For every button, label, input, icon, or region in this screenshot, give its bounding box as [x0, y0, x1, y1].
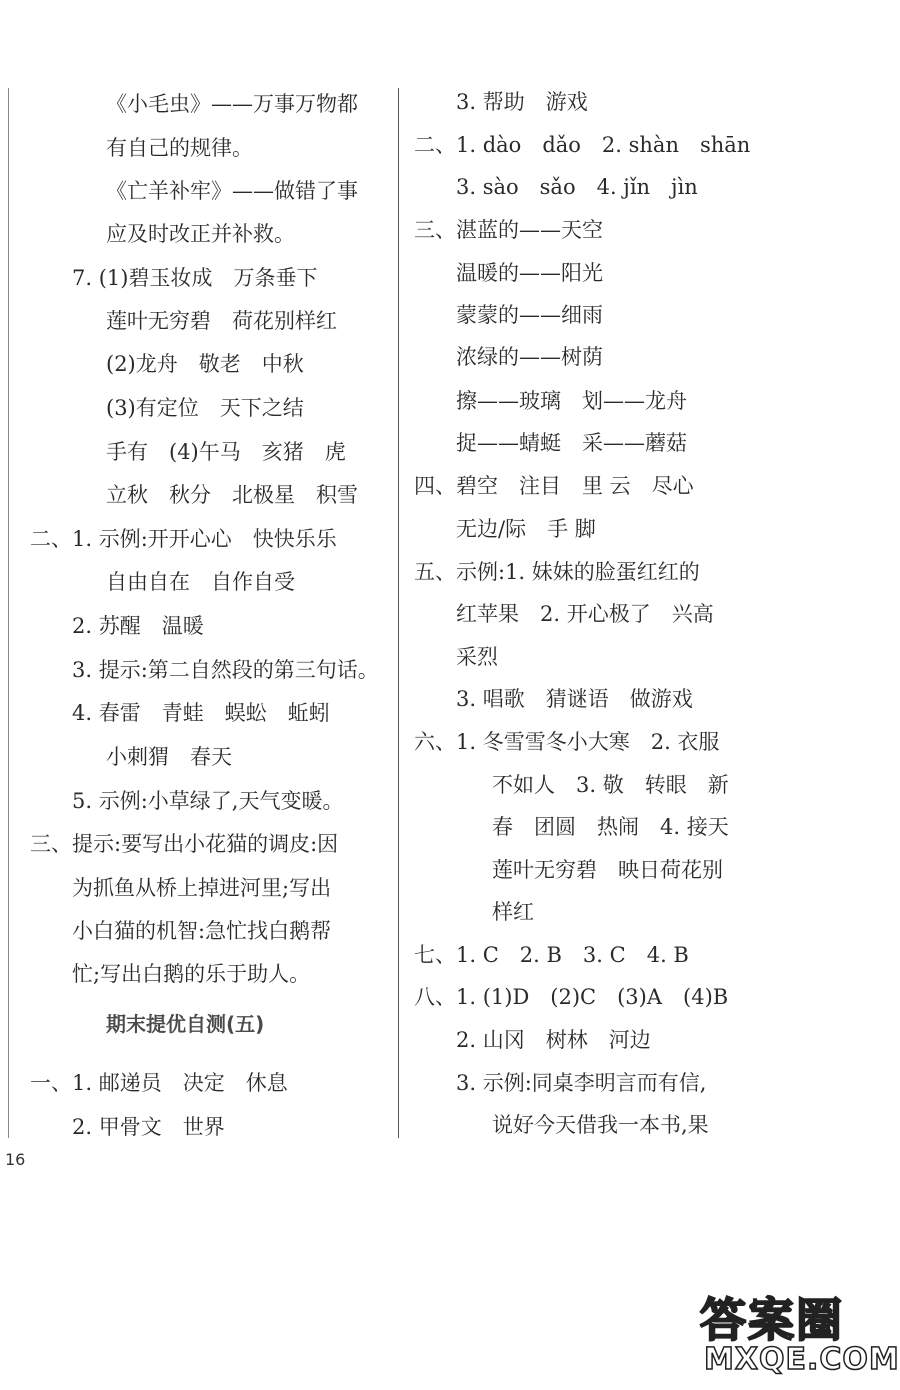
right-line: 春 团圆 热闹 4. 接天 — [492, 815, 729, 839]
right-line: 3. 唱歌 猜谜语 做游戏 — [456, 687, 693, 711]
left-line: 小刺猬 春天 — [106, 745, 232, 769]
left-line: 4. 春雷 青蛙 蜈蚣 蚯蚓 — [72, 701, 330, 725]
left-line: 《亡羊补牢》——做错了事 — [106, 179, 358, 203]
left-line: 小白猫的机智:急忙找白鹅帮 — [72, 919, 332, 943]
right-line: 样红 — [492, 900, 534, 924]
left-line: 莲叶无穷碧 荷花别样红 — [106, 309, 337, 333]
left-line: 忙;写出白鹅的乐于助人。 — [72, 962, 311, 986]
right-line: 红苹果 2. 开心极了 兴高 — [456, 602, 714, 626]
right-line: 说好今天借我一本书,果 — [492, 1113, 709, 1137]
right-line: 无边/际 手 脚 — [456, 517, 596, 541]
left-line: 三、提示:要写出小花猫的调皮:因 — [30, 832, 339, 856]
left-margin-rule — [8, 88, 9, 1138]
right-line: 2. 山冈 树林 河边 — [456, 1028, 651, 1052]
right-line: 3. 示例:同桌李明言而有信, — [456, 1071, 707, 1095]
right-line: 四、碧空 注目 里 云 尽心 — [414, 474, 694, 498]
left-line: 有自己的规律。 — [106, 136, 253, 160]
left-line: 立秋 秋分 北极星 积雪 — [106, 483, 358, 507]
left-line: (3)有定位 天下之结 — [106, 396, 304, 420]
left-line: 5. 示例:小草绿了,天气变暖。 — [72, 789, 344, 813]
left-line: 自由自在 自作自受 — [106, 570, 295, 594]
right-line: 温暖的——阳光 — [456, 261, 603, 285]
left-line: (2)龙舟 敬老 中秋 — [106, 352, 304, 376]
right-line: 3. sào sǎo 4. jǐn jìn — [456, 175, 698, 199]
left-line: 手有 (4)午马 亥猪 虎 — [106, 440, 346, 464]
right-line: 不如人 3. 敬 转眼 新 — [492, 773, 729, 797]
right-line: 采烈 — [456, 645, 498, 669]
right-line: 三、湛蓝的——天空 — [414, 218, 603, 242]
section-title: 期末提优自测(五) — [106, 1012, 265, 1036]
column-divider — [398, 88, 399, 1138]
right-line: 六、1. 冬雪雪冬小大寒 2. 衣服 — [414, 730, 720, 754]
watermark-title: 答案圈 — [700, 1293, 844, 1347]
left-line: 7. (1)碧玉妆成 万条垂下 — [72, 266, 318, 290]
right-line: 擦——玻璃 划——龙舟 — [456, 389, 687, 413]
right-line: 八、1. (1)D (2)C (3)A (4)B — [414, 985, 729, 1009]
right-line: 五、示例:1. 妹妹的脸蛋红红的 — [414, 560, 700, 584]
right-line: 捉——蜻蜓 采——蘑菇 — [456, 431, 687, 455]
right-line: 蒙蒙的——细雨 — [456, 303, 603, 327]
page-number: 16 — [5, 1150, 26, 1169]
right-line: 七、1. C 2. B 3. C 4. B — [414, 943, 689, 967]
left-line: 《小毛虫》——万事万物都 — [106, 92, 358, 116]
watermark-logo — [700, 1284, 900, 1384]
left-line: 二、1. 示例:开开心心 快快乐乐 — [30, 527, 337, 551]
left-line: 为抓鱼从桥上掉进河里;写出 — [72, 876, 332, 900]
left-line: 应及时改正并补救。 — [106, 222, 295, 246]
right-line: 莲叶无穷碧 映日荷花别 — [492, 858, 723, 882]
left-line: 3. 提示:第二自然段的第三句话。 — [72, 658, 379, 682]
left-line: 一、1. 邮递员 决定 休息 — [30, 1071, 288, 1095]
right-line: 3. 帮助 游戏 — [456, 90, 588, 114]
right-line: 二、1. dào dǎo 2. shàn shān — [414, 133, 751, 157]
watermark-url: MXQE.COM — [704, 1342, 900, 1377]
right-line: 浓绿的——树荫 — [456, 345, 603, 369]
left-line: 2. 苏醒 温暖 — [72, 614, 204, 638]
left-line: 2. 甲骨文 世界 — [72, 1115, 225, 1139]
